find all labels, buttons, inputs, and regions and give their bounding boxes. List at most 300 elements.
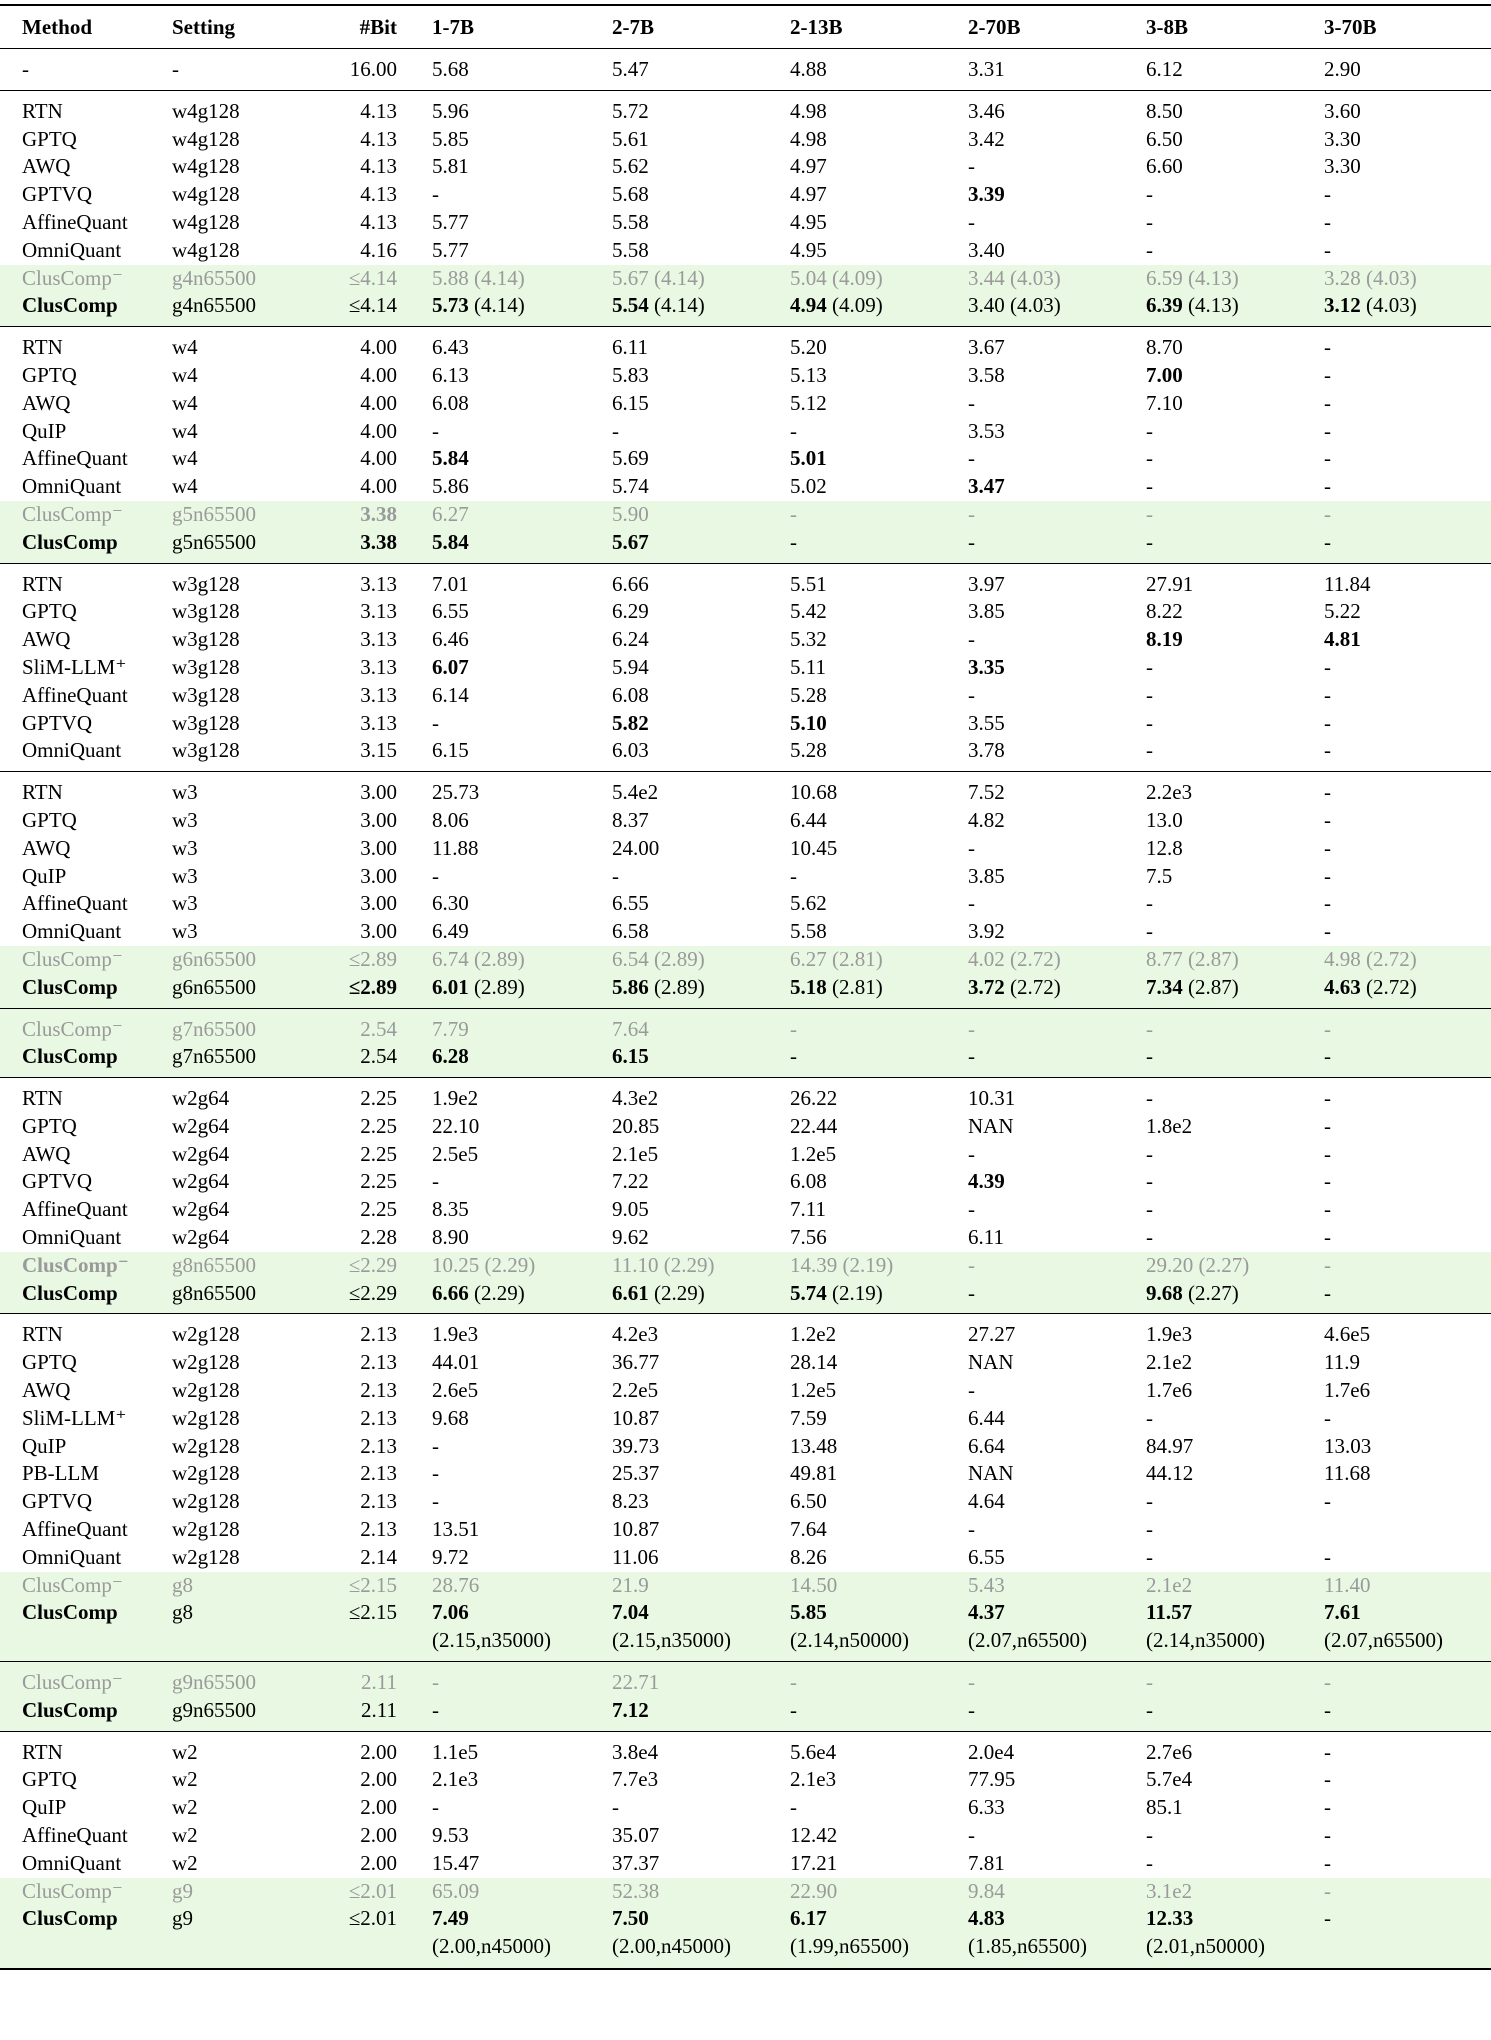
table-row — [0, 1697, 1491, 1725]
value-cell: 84.97 — [1146, 1433, 1194, 1458]
bit-cell: 2.54 — [312, 1043, 420, 1071]
value-cell: - — [968, 627, 975, 652]
value-main: 6.39 — [1146, 293, 1183, 318]
value-cell: 3.42 — [968, 126, 1005, 151]
value-cell: 7.12 — [600, 1697, 778, 1725]
value-cell: - — [790, 1795, 797, 1820]
bit-cell: 2.13 — [360, 1517, 397, 1542]
method-cell: ClusComp — [0, 1697, 172, 1725]
setting-cell: w2g64 — [172, 1197, 230, 1222]
value-cell — [1134, 1905, 1312, 1961]
bit-cell: 2.11 — [312, 1669, 420, 1697]
value-main: - — [968, 1280, 975, 1305]
value-cell: - — [1312, 1878, 1491, 1906]
value-cell: NAN — [968, 1461, 1014, 1486]
method-cell: RTN — [22, 1739, 63, 1764]
value-cell: - — [1324, 1141, 1331, 1166]
method-cell: ClusComp⁻ — [0, 1572, 172, 1600]
bit-cell: 4.13 — [360, 126, 397, 151]
value-cell: - — [1146, 738, 1153, 763]
value-cell — [956, 1599, 1134, 1655]
bit-cell: 2.13 — [360, 1489, 397, 1514]
value-cell: - — [1312, 1669, 1491, 1697]
value-cell: 2.6e5 — [432, 1378, 479, 1403]
value-cell: 4.97 — [790, 154, 827, 179]
setting-cell: w3g128 — [172, 654, 240, 679]
value-cell: - — [1146, 1489, 1153, 1514]
setting-cell: w4 — [172, 474, 198, 499]
value-cell: 9.72 — [432, 1544, 469, 1569]
method-cell: GPTQ — [22, 599, 77, 624]
value-cell: - — [432, 182, 439, 207]
table-row — [0, 98, 1491, 126]
value-cell: NAN — [968, 1350, 1014, 1375]
value-cell: 6.58 — [612, 919, 649, 944]
value-cell: 3.46 — [968, 98, 1005, 123]
value-cell: 22.71 — [600, 1669, 778, 1697]
row-group — [0, 49, 1491, 91]
bit-cell: 4.13 — [360, 98, 397, 123]
value-cell: 5.4e2 — [612, 780, 659, 805]
method-cell: AWQ — [22, 1378, 71, 1403]
table-row — [0, 1850, 1491, 1878]
setting-cell: w2g64 — [172, 1225, 230, 1250]
value-main: - — [1324, 1906, 1331, 1931]
setting-cell: w2g128 — [172, 1433, 240, 1458]
method-cell: AffineQuant — [22, 891, 128, 916]
setting-cell: w4 — [172, 362, 198, 387]
setting-cell: - — [172, 57, 179, 81]
value-cell: 5.83 — [612, 362, 649, 387]
value-bit-note: (4.03) — [1010, 293, 1061, 318]
value-cell: 7.10 — [1146, 390, 1183, 415]
value-cell: 4.64 — [968, 1489, 1005, 1514]
table-row — [0, 1766, 1491, 1794]
value-cell: - — [1134, 529, 1312, 557]
value-cell: 4.02 (2.72) — [956, 946, 1134, 974]
method-cell: - — [22, 57, 29, 81]
group-spacer-cell — [0, 1008, 1491, 1016]
table-row — [0, 265, 1491, 293]
method-cell: ClusComp — [0, 292, 172, 320]
table-row — [0, 362, 1491, 390]
method-cell: ClusComp — [0, 1043, 172, 1071]
group-spacer-cell — [0, 772, 1491, 780]
value-cell: 6.27 (2.81) — [778, 946, 956, 974]
value-cell: 5.85 — [432, 126, 469, 151]
table-row — [0, 126, 1491, 154]
value-cell — [1134, 292, 1312, 320]
table-row — [0, 153, 1491, 181]
value-cell: 10.87 — [612, 1405, 660, 1430]
value-cell: 1.7e6 — [1146, 1378, 1193, 1403]
bit-cell: 3.00 — [360, 863, 397, 888]
value-cell: - — [778, 1016, 956, 1044]
value-cell: 4.39 — [968, 1169, 1005, 1194]
method-cell: AffineQuant — [22, 1823, 128, 1848]
group-spacer — [0, 1662, 1491, 1670]
value-cell: - — [612, 863, 619, 888]
value-cell: - — [1324, 682, 1331, 707]
value-cell: 22.90 — [778, 1878, 956, 1906]
value-cell: 7.7e3 — [612, 1767, 659, 1792]
value-cell: - — [432, 863, 439, 888]
value-main: 6.61 — [612, 1280, 649, 1305]
table-row — [0, 1599, 1491, 1655]
value-bit-note: (2.72) — [1366, 974, 1417, 999]
method-cell: ClusComp — [0, 1599, 172, 1655]
value-cell: - — [956, 1043, 1134, 1071]
bit-cell: 2.25 — [360, 1141, 397, 1166]
value-main: 5.85 — [790, 1600, 827, 1625]
value-cell: 3.31 — [968, 57, 1005, 81]
setting-cell: w2g128 — [172, 1405, 240, 1430]
table-row — [0, 918, 1491, 946]
setting-cell: w3g128 — [172, 710, 240, 735]
setting-cell: w4 — [172, 335, 198, 360]
value-cell: 8.06 — [432, 807, 469, 832]
setting-cell: w2g128 — [172, 1350, 240, 1375]
value-cell: 7.01 — [432, 571, 469, 596]
group-separator — [0, 1961, 1491, 1969]
value-bit-note: (4.09) — [832, 293, 883, 318]
value-cell: - — [1324, 1169, 1331, 1194]
value-cell: 25.73 — [432, 780, 480, 805]
setting-cell: w4g128 — [172, 98, 240, 123]
value-cell: - — [1324, 1405, 1331, 1430]
value-cell: 21.9 — [600, 1572, 778, 1600]
setting-cell: g7n65500 — [172, 1016, 312, 1044]
value-cell — [956, 292, 1134, 320]
value-cell: - — [1324, 1113, 1331, 1138]
value-cell — [420, 292, 600, 320]
value-cell: 6.60 — [1146, 154, 1183, 179]
value-main: 7.49 — [432, 1906, 469, 1931]
method-cell: AWQ — [22, 835, 71, 860]
value-bit-note: (2.72) — [1010, 974, 1061, 999]
value-cell: 8.77 (2.87) — [1134, 946, 1312, 974]
table-row — [0, 1349, 1491, 1377]
value-cell: - — [1324, 1086, 1331, 1111]
bit-cell: 4.13 — [360, 209, 397, 234]
value-cell: - — [778, 501, 956, 529]
setting-cell: w3 — [172, 919, 198, 944]
value-cell — [420, 974, 600, 1002]
setting-cell: w2g128 — [172, 1544, 240, 1569]
value-cell: 5.69 — [612, 446, 649, 471]
setting-cell: w2g128 — [172, 1517, 240, 1542]
setting-cell: w3g128 — [172, 682, 240, 707]
bit-cell: 2.00 — [360, 1739, 397, 1764]
value-cell: 5.12 — [790, 390, 827, 415]
setting-cell: w4g128 — [172, 126, 240, 151]
value-bit-note: (2.89) — [654, 974, 705, 999]
setting-cell: w4 — [172, 446, 198, 471]
value-cell: 8.26 — [790, 1544, 827, 1569]
value-cell: 7.64 — [600, 1016, 778, 1044]
value-cell: - — [1324, 654, 1331, 679]
method-cell: GPTVQ — [22, 1489, 93, 1514]
setting-cell: w4 — [172, 418, 198, 443]
setting-cell: w3 — [172, 863, 198, 888]
value-cell: 10.25 (2.29) — [420, 1252, 600, 1280]
table-header — [0, 5, 1491, 49]
value-cell: 4.95 — [790, 237, 827, 262]
bit-cell: 4.00 — [360, 335, 397, 360]
setting-cell: g6n65500 — [172, 974, 312, 1002]
method-cell: AWQ — [22, 390, 71, 415]
setting-cell: w4 — [172, 390, 198, 415]
value-cell — [1134, 1280, 1312, 1308]
value-cell: 7.52 — [968, 780, 1005, 805]
value-cell: - — [1324, 237, 1331, 262]
bit-cell: 4.00 — [360, 446, 397, 471]
group-spacer — [0, 1008, 1491, 1016]
value-cell: 5.61 — [612, 126, 649, 151]
table-row — [0, 1141, 1491, 1169]
value-cell: 2.7e6 — [1146, 1739, 1193, 1764]
table-row — [0, 571, 1491, 599]
value-config-note: (2.15,n35000) — [612, 1628, 731, 1653]
value-cell: 10.68 — [790, 780, 838, 805]
method-cell: RTN — [22, 1086, 63, 1111]
setting-cell: w2g128 — [172, 1489, 240, 1514]
value-cell: 2.1e2 — [1134, 1572, 1312, 1600]
value-cell: - — [968, 446, 975, 471]
method-cell: ClusComp⁻ — [0, 1252, 172, 1280]
value-cell: 5.11 — [790, 654, 826, 679]
value-cell: - — [1312, 1016, 1491, 1044]
value-main: 7.50 — [612, 1906, 649, 1931]
value-cell: 5.10 — [790, 710, 827, 735]
value-cell: 11.10 (2.29) — [600, 1252, 778, 1280]
method-cell: ClusComp — [0, 974, 172, 1002]
value-cell: - — [1312, 1697, 1491, 1725]
value-cell: 6.12 — [1146, 57, 1183, 81]
value-cell — [420, 1905, 600, 1961]
setting-cell: g4n65500 — [172, 265, 312, 293]
value-cell — [600, 1599, 778, 1655]
value-cell: 26.22 — [790, 1086, 838, 1111]
value-cell: - — [1146, 682, 1153, 707]
value-config-note: (2.15,n35000) — [432, 1628, 551, 1653]
value-cell: 44.12 — [1146, 1461, 1194, 1486]
value-bit-note: (2.29) — [654, 1280, 705, 1305]
value-cell: 2.2e5 — [612, 1378, 659, 1403]
method-cell: GPTQ — [22, 807, 77, 832]
value-cell: 4.3e2 — [612, 1086, 659, 1111]
value-cell: 3.35 — [968, 654, 1005, 679]
table-row — [0, 807, 1491, 835]
value-cell: 1.2e2 — [790, 1322, 837, 1347]
value-cell: - — [956, 1252, 1134, 1280]
value-cell: - — [968, 1517, 975, 1542]
table-row — [0, 473, 1491, 501]
setting-cell: w2g128 — [172, 1322, 240, 1347]
value-cell: 4.98 — [790, 126, 827, 151]
value-cell — [1312, 1905, 1491, 1961]
value-cell: NAN — [968, 1113, 1014, 1138]
method-cell: SliM-LLM⁺ — [22, 1405, 127, 1430]
bit-cell: 2.13 — [360, 1461, 397, 1486]
table-row — [0, 1433, 1491, 1461]
value-cell: - — [1324, 1489, 1331, 1514]
value-cell: 5.28 — [790, 682, 827, 707]
table-row — [0, 529, 1491, 557]
header-bit: #Bit — [312, 5, 420, 49]
value-cell: 6.64 — [968, 1433, 1005, 1458]
value-cell: 5.02 — [790, 474, 827, 499]
value-cell: - — [1146, 1850, 1153, 1875]
method-cell: OmniQuant — [22, 1544, 122, 1569]
value-cell: 7.59 — [790, 1405, 827, 1430]
header-col-2-13b: 2-13B — [778, 5, 956, 49]
table-row — [0, 737, 1491, 765]
method-cell: OmniQuant — [22, 1225, 122, 1250]
value-cell — [1312, 292, 1491, 320]
value-cell: 3.85 — [968, 863, 1005, 888]
value-cell: 29.20 (2.27) — [1134, 1252, 1312, 1280]
value-cell: - — [1146, 1517, 1153, 1542]
method-cell: ClusComp — [0, 1280, 172, 1308]
value-bit-note: (2.19) — [832, 1280, 883, 1305]
value-cell: 6.55 — [612, 891, 649, 916]
table-row — [0, 1043, 1491, 1071]
value-cell: 7.22 — [612, 1169, 649, 1194]
bit-cell: 3.13 — [360, 710, 397, 735]
table-row — [0, 835, 1491, 863]
value-cell: 3.8e4 — [612, 1739, 659, 1764]
setting-cell: w3 — [172, 807, 198, 832]
bit-cell: 2.00 — [360, 1767, 397, 1792]
method-cell: AWQ — [22, 1141, 71, 1166]
row-group — [0, 1008, 1491, 1078]
method-cell: OmniQuant — [22, 1850, 122, 1875]
table-row — [0, 1516, 1491, 1544]
value-cell: 8.22 — [1146, 599, 1183, 624]
value-cell: - — [968, 1141, 975, 1166]
method-cell: ClusComp⁻ — [0, 1016, 172, 1044]
value-cell: 28.76 — [420, 1572, 600, 1600]
value-cell: - — [1146, 446, 1153, 471]
table-row — [0, 1794, 1491, 1822]
method-cell: AffineQuant — [22, 1517, 128, 1542]
value-cell: 5.01 — [790, 446, 827, 471]
row-group — [0, 772, 1491, 1008]
value-cell: 5.84 — [432, 446, 469, 471]
setting-cell: w2g128 — [172, 1378, 240, 1403]
value-main: 3.40 — [968, 293, 1005, 318]
value-cell: 6.29 — [612, 599, 649, 624]
value-cell: 27.91 — [1146, 571, 1194, 596]
value-cell: 5.13 — [790, 362, 827, 387]
table-row — [0, 1016, 1491, 1044]
bit-cell: ≤2.15 — [312, 1599, 420, 1655]
setting-cell: w2g64 — [172, 1141, 230, 1166]
value-cell: - — [1146, 1086, 1153, 1111]
table-row — [0, 1488, 1491, 1516]
value-cell: 5.32 — [790, 627, 827, 652]
value-main: 9.68 — [1146, 1280, 1183, 1305]
value-config-note: (2.07,n65500) — [1324, 1628, 1443, 1653]
value-cell: 6.24 — [612, 627, 649, 652]
value-bit-note: (2.87) — [1188, 974, 1239, 999]
value-cell: 4.98 — [790, 98, 827, 123]
value-cell: 11.88 — [432, 835, 479, 860]
table-row — [0, 1224, 1491, 1252]
value-cell: 36.77 — [612, 1350, 660, 1375]
group-spacer-cell — [0, 49, 1491, 57]
value-cell: 7.11 — [790, 1197, 826, 1222]
value-cell: - — [968, 1378, 975, 1403]
value-cell: - — [432, 1461, 439, 1486]
value-cell: 25.37 — [612, 1461, 660, 1486]
value-cell: 35.07 — [612, 1823, 660, 1848]
value-cell: 5.04 (4.09) — [778, 265, 956, 293]
value-cell: - — [956, 1697, 1134, 1725]
bit-cell: 4.00 — [360, 418, 397, 443]
row-group — [0, 90, 1491, 326]
value-main: 4.63 — [1324, 974, 1361, 999]
bit-cell: 3.13 — [360, 627, 397, 652]
bit-cell: 2.00 — [360, 1823, 397, 1848]
header-col-3-70b: 3-70B — [1312, 5, 1491, 49]
bit-cell: ≤2.01 — [312, 1878, 420, 1906]
value-cell: 4.97 — [790, 182, 827, 207]
bit-cell: 4.00 — [360, 390, 397, 415]
setting-cell: w2g64 — [172, 1169, 230, 1194]
value-cell: 3.30 — [1324, 154, 1361, 179]
table-row — [0, 626, 1491, 654]
value-bit-note: (2.89) — [474, 974, 525, 999]
method-cell: ClusComp⁻ — [0, 946, 172, 974]
method-cell: RTN — [22, 571, 63, 596]
value-cell: - — [1324, 738, 1331, 763]
value-cell: 6.28 — [420, 1043, 600, 1071]
value-cell: 27.27 — [968, 1322, 1016, 1347]
value-cell: - — [1324, 1823, 1331, 1848]
table-row — [0, 710, 1491, 738]
value-cell: 4.81 — [1324, 627, 1361, 652]
value-main: 5.73 — [432, 293, 469, 318]
setting-cell: w4g128 — [172, 182, 240, 207]
value-cell: 3.44 (4.03) — [956, 265, 1134, 293]
value-cell: 6.66 — [612, 571, 649, 596]
table-row — [0, 779, 1491, 807]
table-row — [0, 1321, 1491, 1349]
value-cell: 49.81 — [790, 1461, 838, 1486]
value-cell: 2.1e2 — [1146, 1350, 1193, 1375]
value-cell: - — [1324, 919, 1331, 944]
method-cell: ClusComp⁻ — [0, 1878, 172, 1906]
table-row — [0, 1544, 1491, 1572]
group-spacer — [0, 1731, 1491, 1739]
setting-cell: w3g128 — [172, 738, 240, 763]
value-cell: - — [1324, 1795, 1331, 1820]
value-cell: - — [1324, 209, 1331, 234]
table-row — [0, 1405, 1491, 1433]
value-cell: - — [1134, 1043, 1312, 1071]
method-cell: AWQ — [22, 154, 71, 179]
bit-cell: 3.00 — [360, 835, 397, 860]
value-cell: - — [1146, 1197, 1153, 1222]
value-cell: 6.55 — [968, 1544, 1005, 1569]
value-cell: - — [1324, 863, 1331, 888]
value-cell: - — [956, 1016, 1134, 1044]
value-cell: 6.13 — [432, 362, 469, 387]
row-group — [0, 1314, 1491, 1662]
method-cell: AffineQuant — [22, 682, 128, 707]
